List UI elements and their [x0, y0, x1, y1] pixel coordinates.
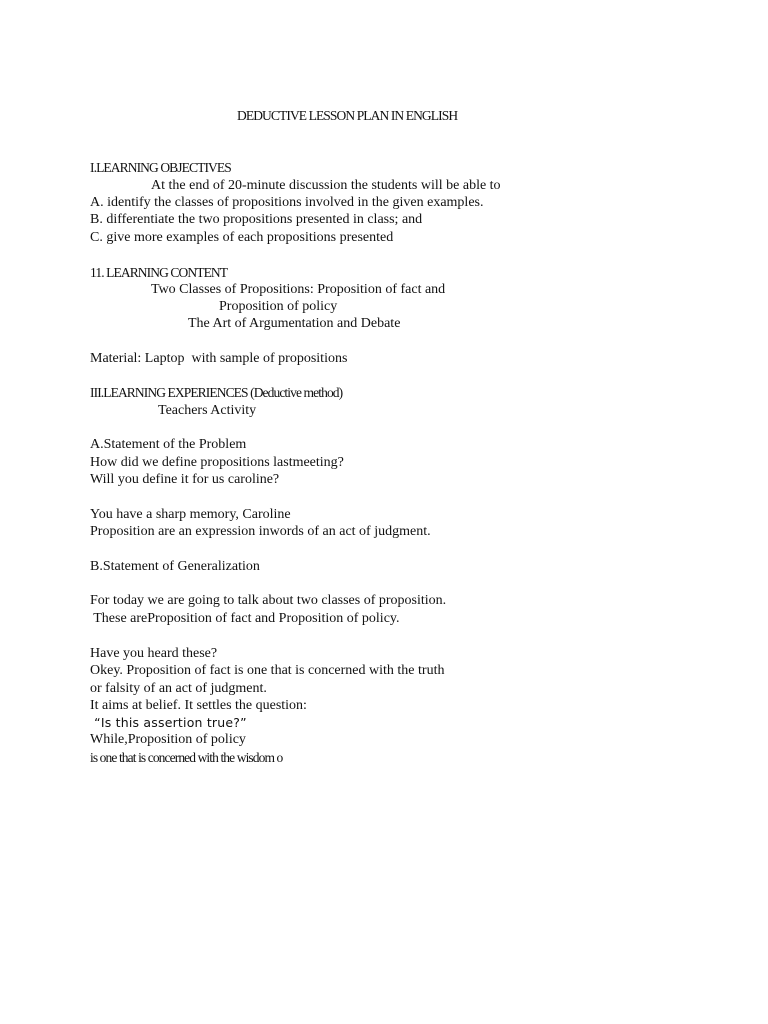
generalization-line: These areProposition of fact and Proposition of policy. — [90, 611, 400, 626]
discussion-line: It aims at belief. It settles the question: — [90, 698, 307, 713]
discussion-line: Have you heard these? — [90, 646, 218, 661]
discussion-line: or falsity of an act of judgment. — [90, 681, 267, 696]
objective-item-a: A. identify the classes of propositions involved in the given examples. — [90, 195, 484, 210]
objectives-intro: At the end of 20-minute discussion the students will be able to — [151, 178, 501, 193]
content-reference: The Art of Argumentation and Debate — [188, 316, 401, 331]
content-topic-line1: Two Classes of Propositions: Proposition of fact and — [151, 282, 446, 297]
objective-item-c: C. give more examples of each propositions presented — [90, 230, 394, 245]
question-quote: “Is this assertion true?” — [90, 715, 247, 730]
content-heading: 11. LEARNING CONTENT — [90, 265, 228, 280]
document-title: DEDUCTIVE LESSON PLAN IN ENGLISH — [237, 108, 458, 123]
experiences-subheading: Teachers Activity — [158, 403, 257, 418]
response-line: Proposition are an expression inwords of an act of judgment. — [90, 524, 431, 539]
response-line: You have a sharp memory, Caroline — [90, 507, 291, 522]
problem-line: How did we define propositions lastmeeting? — [90, 455, 344, 470]
problem-heading: A.Statement of the Problem — [90, 437, 247, 452]
closing-line: While,Proposition of policy — [90, 732, 246, 747]
problem-line: Will you define it for us caroline? — [90, 472, 280, 487]
content-topic-line2: Proposition of policy — [219, 299, 338, 314]
closing-last-line: is one that is concerned with the wisdom o — [90, 750, 283, 765]
objectives-heading: I.LEARNING OBJECTIVES — [90, 160, 231, 175]
content-material: Material: Laptop with sample of propositions — [90, 351, 348, 366]
discussion-line: Okey. Proposition of fact is one that is concerned with the truth — [90, 663, 445, 678]
generalization-heading: B.Statement of Generalization — [90, 559, 260, 574]
objective-item-b: B. differentiate the two propositions presented in class; and — [90, 212, 423, 227]
generalization-line: For today we are going to talk about two classes of proposition. — [90, 593, 447, 608]
experiences-heading: III.LEARNING EXPERIENCES (Deductive method) — [90, 385, 343, 400]
